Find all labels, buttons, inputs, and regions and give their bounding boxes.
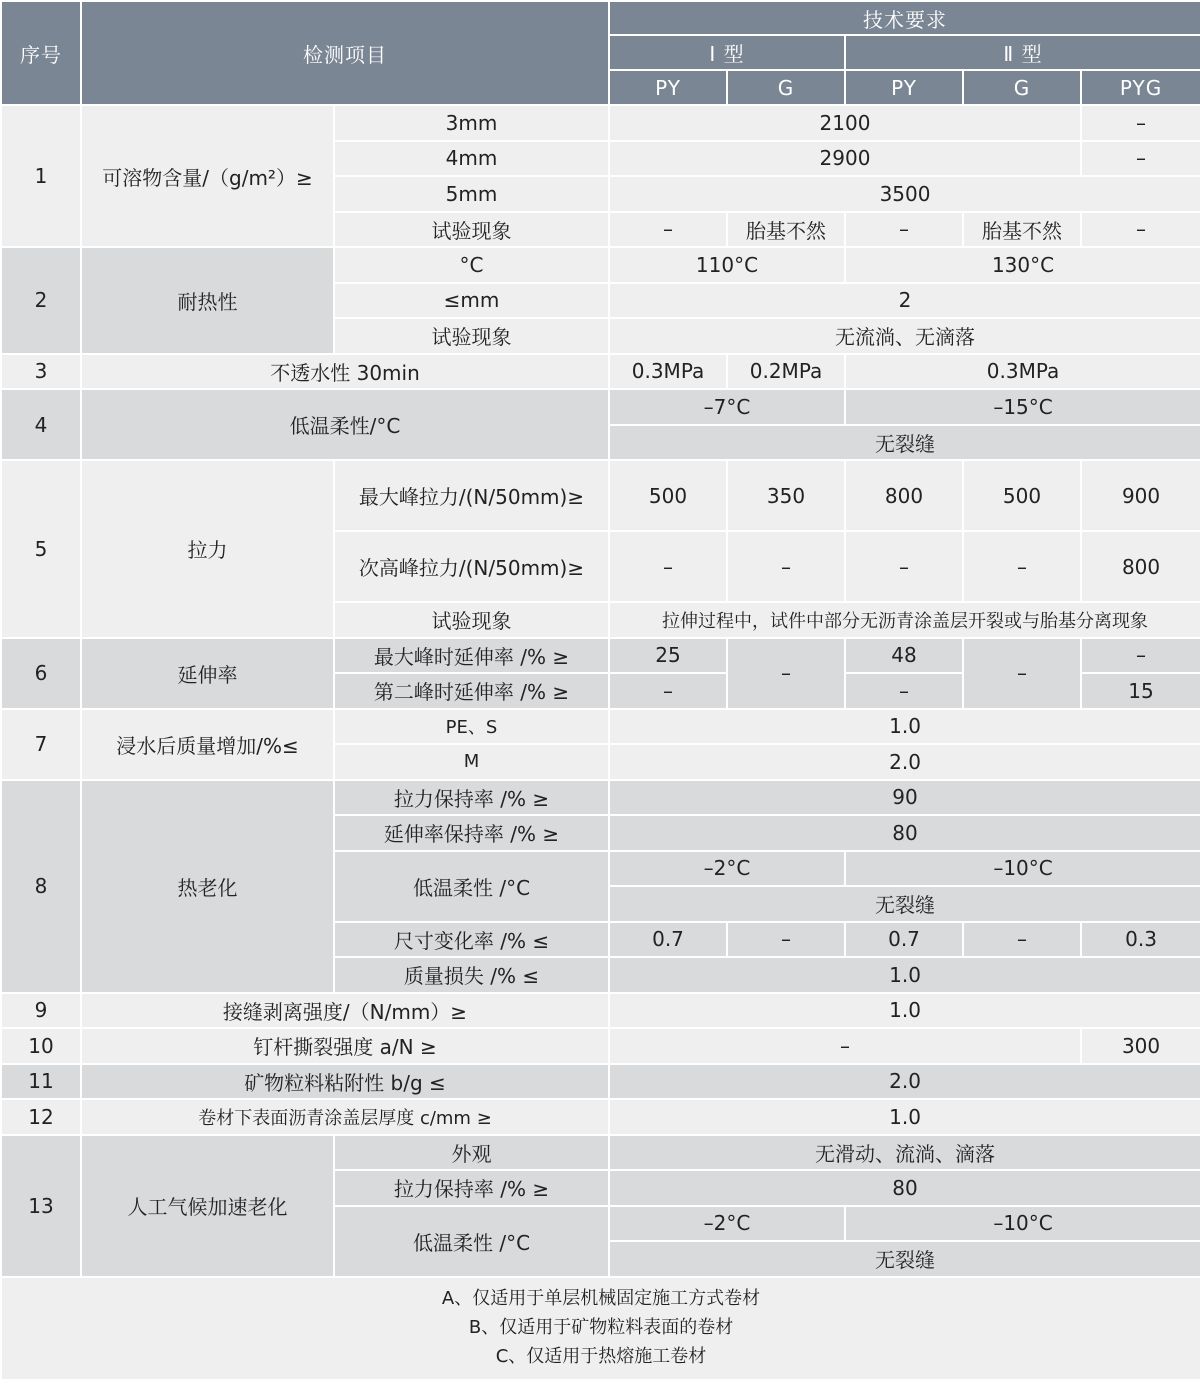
header-tech: 技术要求	[609, 1, 1200, 35]
row-8-result: 无裂缝	[609, 886, 1200, 922]
row-2-name: 耐热性	[81, 247, 334, 354]
row-6-max-py1: 25	[609, 638, 727, 674]
row-5-obs-label: 试验现象	[334, 602, 609, 638]
row-12-no: 12	[1, 1099, 81, 1135]
row-8-type2: –10°C	[845, 851, 1200, 887]
row-13-tensile-label: 拉力保持率 /% ≥	[334, 1170, 609, 1206]
row-8-lowtemp-label: 低温柔性 /°C	[334, 851, 609, 922]
row-4-name: 低温柔性/°C	[81, 389, 609, 460]
row-13-name: 人工气候加速老化	[81, 1135, 334, 1277]
row-6-sec-py1: –	[609, 673, 727, 709]
row-6-max-label: 最大峰时延伸率 /% ≥	[334, 638, 609, 674]
row-7-sub-label: M	[334, 744, 609, 780]
row-4-no: 4	[1, 389, 81, 460]
row-3-py1: 0.3MPa	[609, 354, 727, 390]
row-13-result: 无裂缝	[609, 1241, 1200, 1277]
row-5-sec-label: 次高峰拉力/(N/50mm)≥	[334, 531, 609, 602]
row-6-sec-py2: –	[845, 673, 963, 709]
row-5-max-g1: 350	[727, 460, 845, 531]
row-5-name: 拉力	[81, 460, 334, 638]
row-6-g2: –	[963, 638, 1081, 709]
row-7-name: 浸水后质量增加/%≤	[81, 709, 334, 780]
row-2-sub-label: 试验现象	[334, 318, 609, 354]
row-1-pyg: –	[1081, 105, 1200, 141]
row-3-g1: 0.2MPa	[727, 354, 845, 390]
row-7-value: 2.0	[609, 744, 1200, 780]
row-9-no: 9	[1, 993, 81, 1029]
note-c: C、仅适用于热熔施工卷材	[495, 1345, 707, 1367]
row-2-sub-label: °C	[334, 247, 609, 283]
header-sub-g1: G	[727, 70, 845, 105]
row-4-type2: –15°C	[845, 389, 1200, 425]
row-8-dim-py2: 0.7	[845, 922, 963, 958]
header-type2: Ⅱ 型	[845, 35, 1200, 70]
row-4-type1: –7°C	[609, 389, 845, 425]
row-1-no: 1	[1, 105, 81, 247]
row-2-no: 2	[1, 247, 81, 354]
row-2-sub-label: ≤mm	[334, 283, 609, 319]
row-13-type2: –10°C	[845, 1206, 1200, 1242]
row-12-value: 1.0	[609, 1099, 1200, 1135]
header-type1: Ⅰ 型	[609, 35, 845, 70]
row-2-value: 无流淌、无滴落	[609, 318, 1200, 354]
row-6-g1: –	[727, 638, 845, 709]
row-2-value: 2	[609, 283, 1200, 319]
row-4-result: 无裂缝	[609, 425, 1200, 461]
row-1-obs-py1: –	[609, 212, 727, 248]
row-8-dim-pyg: 0.3	[1081, 922, 1200, 958]
row-6-max-pyg: –	[1081, 638, 1200, 674]
row-5-sec-py2: –	[845, 531, 963, 602]
row-6-no: 6	[1, 638, 81, 709]
row-13-no: 13	[1, 1135, 81, 1277]
row-9-value: 1.0	[609, 993, 1200, 1029]
row-8-tensile-label: 拉力保持率 /% ≥	[334, 780, 609, 816]
row-9-name: 接缝剥离强度/（N/mm）≥	[81, 993, 609, 1029]
row-6-sec-label: 第二峰时延伸率 /% ≥	[334, 673, 609, 709]
row-8-type1: –2°C	[609, 851, 845, 887]
row-1-name: 可溶物含量/（g/m²）≥	[81, 105, 334, 247]
row-3-type2: 0.3MPa	[845, 354, 1200, 390]
row-1-sub-label: 5mm	[334, 176, 609, 212]
row-7-value: 1.0	[609, 709, 1200, 745]
row-5-no: 5	[1, 460, 81, 638]
header-sub-g2: G	[963, 70, 1081, 105]
row-5-max-py1: 500	[609, 460, 727, 531]
header-sub-py1: PY	[609, 70, 727, 105]
row-5-sec-g1: –	[727, 531, 845, 602]
row-12-name: 卷材下表面沥青涂盖层厚度 c/mm ≥	[81, 1099, 609, 1135]
row-1-obs-pyg: –	[1081, 212, 1200, 248]
row-13-appear: 无滑动、流淌、滴落	[609, 1135, 1200, 1171]
row-13-type1: –2°C	[609, 1206, 845, 1242]
row-8-tensile: 90	[609, 780, 1200, 816]
notes	[1, 1277, 1200, 1380]
row-5-obs: 拉伸过程中，试件中部分无沥青涂盖层开裂或与胎基分离现象	[609, 602, 1200, 638]
row-10-no: 10	[1, 1028, 81, 1064]
row-2-type1: 110°C	[609, 247, 845, 283]
header-item: 检测项目	[81, 1, 609, 105]
row-1-value: 2100	[609, 105, 1081, 141]
row-8-loss-label: 质量损失 /% ≤	[334, 957, 609, 993]
row-5-sec-pyg: 800	[1081, 531, 1200, 602]
row-1-obs-g2: 胎基不然	[963, 212, 1081, 248]
row-5-max-g2: 500	[963, 460, 1081, 531]
row-8-dim-g2: –	[963, 922, 1081, 958]
row-5-sec-py1: –	[609, 531, 727, 602]
row-11-value: 2.0	[609, 1064, 1200, 1100]
row-8-name: 热老化	[81, 780, 334, 993]
row-11-name: 矿物粒料粘附性 b/g ≤	[81, 1064, 609, 1100]
row-1-value: 3500	[609, 176, 1200, 212]
row-13-lowtemp-label: 低温柔性 /°C	[334, 1206, 609, 1277]
row-5-sec-g2: –	[963, 531, 1081, 602]
row-1-value: 2900	[609, 141, 1081, 177]
row-7-sub-label: PE、S	[334, 709, 609, 745]
row-8-elong: 80	[609, 815, 1200, 851]
row-1-obs-g1: 胎基不然	[727, 212, 845, 248]
row-11-no: 11	[1, 1064, 81, 1100]
row-1-sub-label: 4mm	[334, 141, 609, 177]
row-10-pyg: 300	[1081, 1028, 1200, 1064]
row-13-appear-label: 外观	[334, 1135, 609, 1171]
row-5-max-pyg: 900	[1081, 460, 1200, 531]
row-6-sec-pyg: 15	[1081, 673, 1200, 709]
note-b: B、仅适用于矿物粒料表面的卷材	[468, 1316, 734, 1338]
row-6-name: 延伸率	[81, 638, 334, 709]
header-sub-py2: PY	[845, 70, 963, 105]
row-3-name: 不透水性 30min	[81, 354, 609, 390]
note-a: A、仅适用于单层机械固定施工方式卷材	[441, 1287, 761, 1309]
row-13-tensile: 80	[609, 1170, 1200, 1206]
header-no: 序号	[1, 1, 81, 105]
row-1-obs-py2: –	[845, 212, 963, 248]
row-2-type2: 130°C	[845, 247, 1200, 283]
row-10-name: 钉杆撕裂强度 a/N ≥	[81, 1028, 609, 1064]
row-5-max-label: 最大峰拉力/(N/50mm)≥	[334, 460, 609, 531]
row-6-max-py2: 48	[845, 638, 963, 674]
row-5-max-py2: 800	[845, 460, 963, 531]
row-8-no: 8	[1, 780, 81, 993]
row-1-pyg: –	[1081, 141, 1200, 177]
row-10-value: –	[609, 1028, 1081, 1064]
row-8-elong-label: 延伸率保持率 /% ≥	[334, 815, 609, 851]
row-8-loss: 1.0	[609, 957, 1200, 993]
row-7-no: 7	[1, 709, 81, 780]
row-1-sub-label: 试验现象	[334, 212, 609, 248]
row-1-sub-label: 3mm	[334, 105, 609, 141]
row-8-dim-g1: –	[727, 922, 845, 958]
row-8-dim-py1: 0.7	[609, 922, 727, 958]
header-sub-pyg: PYG	[1081, 70, 1200, 105]
row-3-no: 3	[1, 354, 81, 390]
row-8-dim-label: 尺寸变化率 /% ≤	[334, 922, 609, 958]
